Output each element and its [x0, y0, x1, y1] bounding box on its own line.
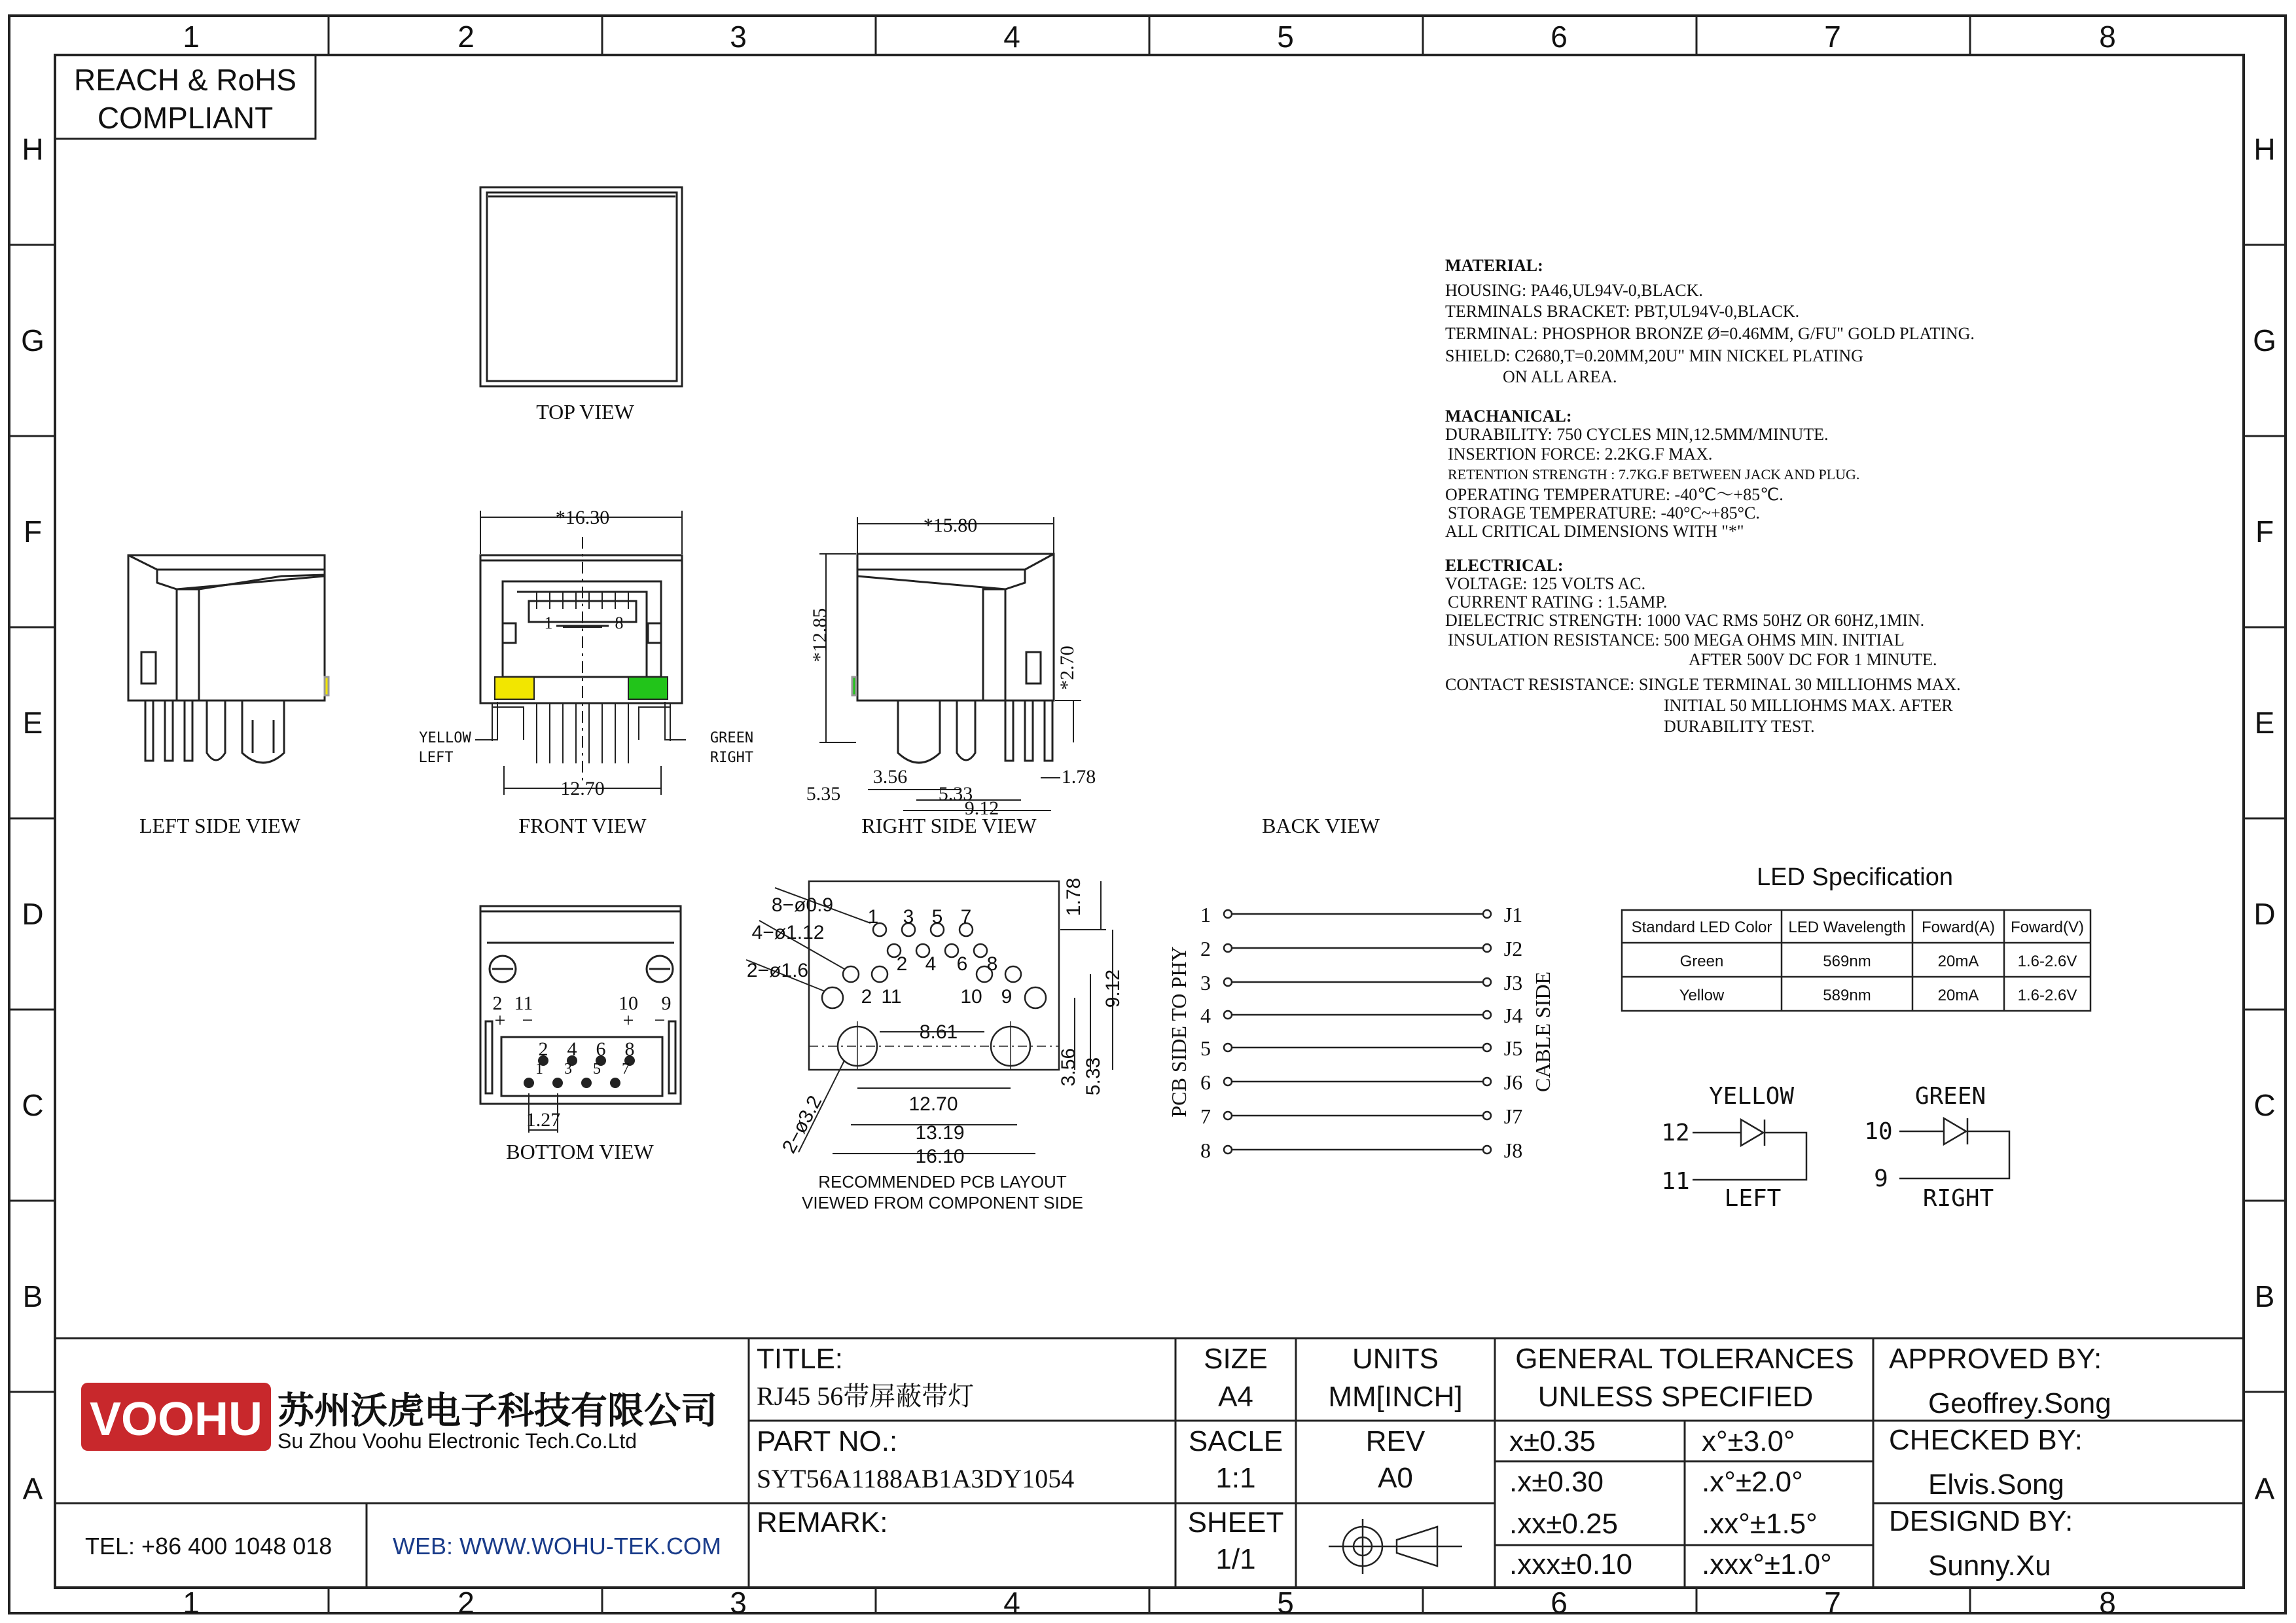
front-view-dims	[475, 511, 686, 795]
mechanical-line: INSERTION FORCE: 2.2KG.F MAX.	[1448, 445, 1713, 464]
projection-symbol-icon	[1329, 1519, 1462, 1574]
title-value: RJ45 56带屏蔽带灯	[757, 1381, 975, 1411]
pcb-n7: 7	[960, 906, 972, 928]
web-link[interactable]: WEB: WWW.WOHU-TEK.COM	[393, 1533, 721, 1559]
right-h2-dim: *2.70	[1056, 646, 1078, 690]
schematic-pin: 7	[1200, 1104, 1211, 1128]
pcb-hole1-label: 8−ø0.9	[771, 894, 834, 916]
bottom-minus1: −	[522, 1010, 533, 1031]
remark-label: REMARK:	[757, 1506, 888, 1539]
pcb-dim-533: 5.33	[1083, 1057, 1104, 1096]
mechanical-line: ALL CRITICAL DIMENSIONS WITH "*"	[1445, 522, 1744, 541]
led-spec-cell: 20mA	[1937, 987, 1979, 1004]
material-line: TERMINALS BRACKET: PBT,UL94V-0,BLACK.	[1445, 302, 1800, 321]
pcb-n1: 1	[867, 906, 879, 928]
pcb-n4: 4	[925, 953, 937, 975]
led-spec-header: Foward(A)	[1921, 919, 1996, 936]
led-spec-cell: 1.6-2.6V	[2017, 987, 2077, 1004]
bottom-pin10: 10	[619, 993, 638, 1014]
led-spec-title: LED Specification	[1757, 864, 1953, 891]
tolerance-angular: x°±3.0°	[1702, 1425, 1795, 1457]
schematic-jack: J2	[1503, 937, 1523, 960]
schematic-right-label: CABLE SIDE	[1531, 972, 1554, 1092]
right-d4-dim: 5.33	[938, 783, 973, 805]
compliance-line1: REACH & RoHS	[74, 63, 296, 97]
pcb-a9: 9	[1001, 986, 1013, 1008]
schematic-left-label: PCB SIDE TO PHY	[1167, 946, 1191, 1118]
row-label-left: G	[21, 323, 45, 357]
right-d5-dim: 9.12	[964, 797, 999, 819]
scale-value: 1:1	[1215, 1462, 1256, 1494]
bottom-plus1: +	[494, 1010, 506, 1031]
title-label: TITLE:	[757, 1343, 844, 1375]
led-spec-header: Standard LED Color	[1631, 919, 1772, 936]
bottom-n3: 3	[564, 1061, 572, 1078]
bottom-n5: 5	[593, 1061, 601, 1078]
mechanical-heading: MACHANICAL:	[1445, 407, 1572, 426]
bottom-view-labels	[493, 993, 672, 1131]
row-label-left: B	[22, 1279, 43, 1313]
approved-label: APPROVED BY:	[1889, 1343, 2102, 1375]
front-view-label: FRONT VIEW	[518, 814, 647, 837]
front-pin-span-dim: 12.70	[560, 778, 605, 799]
designed-label: DESIGND BY:	[1889, 1505, 2073, 1537]
led-spec-cells	[1632, 919, 2084, 1004]
led-spec-cell: 589nm	[1823, 987, 1871, 1004]
row-label-right: B	[2254, 1279, 2275, 1313]
bottom-n7: 7	[622, 1061, 630, 1078]
schematic-pin: 3	[1200, 971, 1211, 994]
spec-notes	[1445, 256, 1975, 736]
col-label-top: 2	[457, 20, 475, 54]
pcb-n6: 6	[956, 953, 968, 975]
connection-schematic	[1224, 910, 1491, 1154]
units-label: UNITS	[1352, 1343, 1439, 1375]
pcb-dim-861: 8.61	[919, 1021, 958, 1043]
mechanical-line: OPERATING TEMPERATURE: -40℃～+85℃.	[1445, 485, 1784, 504]
row-label-left: E	[22, 706, 43, 740]
schematic-jack: J5	[1503, 1036, 1523, 1060]
bottom-pin11: 11	[514, 993, 533, 1014]
row-label-right: C	[2253, 1088, 2276, 1122]
col-label-bottom: 2	[457, 1586, 475, 1620]
electrical-line: VOLTAGE: 125 VOLTS AC.	[1445, 574, 1646, 593]
sheet-label: SHEET	[1187, 1506, 1284, 1539]
electrical-line: AFTER 500V DC FOR 1 MINUTE.	[1689, 650, 1937, 669]
bottom-n6: 6	[596, 1038, 606, 1060]
part-value: SYT56A1188AB1A3DY1054	[757, 1464, 1075, 1493]
led-green-top-pin: 10	[1864, 1118, 1893, 1145]
schematic-jack: J8	[1503, 1139, 1523, 1162]
row-label-right: E	[2254, 706, 2275, 740]
approved-name: Geoffrey.Song	[1928, 1387, 2111, 1419]
tolerance-angular: .xx°±1.5°	[1702, 1508, 1818, 1540]
electrical-heading: ELECTRICAL:	[1445, 556, 1564, 575]
pcb-caption1: RECOMMENDED PCB LAYOUT	[818, 1172, 1067, 1192]
bottom-n1: 1	[535, 1061, 543, 1078]
bottom-n2: 2	[538, 1038, 548, 1060]
logo-text: VOOHU	[89, 1393, 263, 1446]
top-view	[480, 187, 682, 386]
tolerance-angular: .x°±2.0°	[1702, 1466, 1803, 1498]
row-label-left: D	[22, 897, 44, 931]
led-spec-cell: Green	[1679, 953, 1724, 970]
led-yellow-top-pin: 12	[1661, 1120, 1690, 1146]
pcb-caption2: VIEWED FROM COMPONENT SIDE	[802, 1193, 1083, 1213]
compliance-line2: COMPLIANT	[97, 101, 274, 135]
electrical-line: INITIAL 50 MILLIOHMS MAX. AFTER	[1664, 696, 1953, 715]
bottom-pin9: 9	[661, 993, 672, 1014]
tolerance-linear: .xxx±0.10	[1509, 1548, 1633, 1580]
grid-labels	[21, 20, 2276, 1620]
checked-label: CHECKED BY:	[1889, 1424, 2083, 1456]
material-heading: MATERIAL:	[1445, 256, 1543, 275]
bottom-n4: 4	[567, 1038, 577, 1060]
led-diagram-labels	[1661, 1083, 1994, 1212]
company-name-cn: 苏州沃虎电子科技有限公司	[278, 1390, 717, 1431]
electrical-line: INSULATION RESISTANCE: 500 MEGA OHMS MIN. INITIAL	[1448, 630, 1905, 649]
pcb-dim-1610: 16.10	[915, 1146, 965, 1167]
front-yellow-led	[495, 677, 534, 699]
schematic-pin: 1	[1200, 903, 1211, 926]
led-spec-cell: 569nm	[1823, 953, 1871, 970]
title-block	[55, 1338, 2244, 1588]
right-width-dim: *15.80	[923, 515, 978, 536]
pcb-n2: 2	[896, 953, 908, 975]
left-side-view-label: LEFT SIDE VIEW	[139, 814, 300, 837]
bottom-view	[480, 906, 681, 1104]
pcb-hole3-label: 2−ø1.6	[746, 960, 809, 981]
material-line: HOUSING: PA46,UL94V-0,BLACK.	[1445, 281, 1703, 300]
front-pin1-label: 1	[544, 613, 553, 632]
row-label-left: F	[23, 515, 43, 549]
electrical-line: CURRENT RATING : 1.5AMP.	[1448, 593, 1668, 611]
size-label: SIZE	[1204, 1343, 1268, 1375]
left-side-view	[128, 555, 329, 763]
pcb-hole4-label: 2−ø3.2	[778, 1092, 827, 1157]
right-d3-dim: 5.35	[806, 783, 841, 805]
schematic-jack: J7	[1503, 1104, 1523, 1128]
material-line: TERMINAL: PHOSPHOR BRONZE Ø=0.46MM, G/FU" GOLD PLATING.	[1445, 324, 1975, 343]
row-label-right: A	[2254, 1472, 2275, 1506]
front-yellow-label: YELLOW	[419, 730, 471, 746]
col-label-top: 8	[2099, 20, 2116, 54]
tolerance-heading-1: GENERAL TOLERANCES	[1515, 1343, 1854, 1375]
compliance-box	[55, 55, 315, 139]
schematic-pin: 6	[1200, 1070, 1211, 1094]
schematic-jack: J6	[1503, 1070, 1523, 1094]
title-block-fields	[1188, 1343, 1854, 1575]
row-label-left: A	[22, 1472, 43, 1506]
pcb-layout-labels	[747, 878, 1124, 1213]
tolerance-linear: x±0.35	[1509, 1425, 1596, 1457]
approvals	[1889, 1343, 2111, 1582]
tolerance-angular: .xxx°±1.0°	[1702, 1548, 1832, 1580]
col-label-top: 6	[1551, 20, 1568, 54]
schematic-jack: J1	[1503, 903, 1523, 926]
front-right-label: RIGHT	[709, 750, 754, 766]
schematic-jack: J4	[1503, 1004, 1523, 1027]
rev-label: REV	[1365, 1425, 1426, 1457]
rev-value: A0	[1378, 1462, 1413, 1494]
tolerance-table	[1509, 1425, 1832, 1580]
top-view-label: TOP VIEW	[536, 400, 634, 424]
col-label-bottom: 8	[2099, 1586, 2116, 1620]
tolerance-linear: .xx±0.25	[1509, 1508, 1619, 1540]
bottom-plus2: +	[622, 1010, 634, 1031]
led-spec-header: Foward(V)	[2010, 919, 2085, 936]
right-d2-dim: 1.78	[1061, 766, 1096, 788]
row-label-right: H	[2253, 132, 2276, 166]
col-label-bottom: 6	[1551, 1586, 1568, 1620]
col-label-bottom: 7	[1824, 1586, 1841, 1620]
pcb-dim-1319: 13.19	[915, 1122, 965, 1144]
col-label-top: 7	[1824, 20, 1841, 54]
schematic-labels	[1167, 903, 1554, 1162]
mechanical-line: DURABILITY: 750 CYCLES MIN,12.5MM/MINUTE.	[1445, 425, 1829, 444]
sheet-value: 1/1	[1215, 1543, 1256, 1575]
schematic-pin: 8	[1200, 1139, 1211, 1162]
row-label-left: C	[22, 1088, 44, 1122]
mechanical-line: STORAGE TEMPERATURE: -40°C~+85°C.	[1448, 503, 1760, 522]
pcb-n3: 3	[903, 906, 914, 928]
led-diagram-green	[1899, 1118, 2009, 1178]
units-value: MM[INCH]	[1328, 1381, 1463, 1413]
back-view-label: BACK VIEW	[1262, 814, 1380, 837]
right-side-view-label: RIGHT SIDE VIEW	[861, 814, 1037, 837]
col-label-top: 5	[1277, 20, 1294, 54]
col-label-top: 1	[183, 20, 200, 54]
logo	[81, 1383, 271, 1451]
pcb-dim-912: 9.12	[1102, 969, 1124, 1008]
schematic-pin: 2	[1200, 937, 1211, 960]
col-label-top: 4	[1003, 20, 1020, 54]
col-label-bottom: 3	[730, 1586, 747, 1620]
tolerance-heading-2: UNLESS SPECIFIED	[1537, 1381, 1814, 1413]
led-spec-cell: 1.6-2.6V	[2017, 953, 2077, 970]
led-green-side: RIGHT	[1922, 1185, 1994, 1212]
bottom-minus2: −	[654, 1010, 666, 1031]
schematic-jack: J3	[1503, 971, 1523, 994]
pcb-hole2-label: 4−ø1.12	[751, 922, 825, 943]
material-line: ON ALL AREA.	[1503, 367, 1617, 386]
right-height-dim: *12.85	[809, 608, 831, 663]
pcb-n5: 5	[931, 906, 943, 928]
row-label-left: H	[22, 132, 44, 166]
front-view-pins	[492, 537, 670, 786]
pcb-n8: 8	[986, 953, 998, 975]
front-pin8-label: 8	[615, 613, 624, 632]
bottom-pitch-dim: 1.27	[526, 1109, 561, 1131]
led-green-title: GREEN	[1914, 1083, 1986, 1110]
col-label-bottom: 5	[1277, 1586, 1294, 1620]
row-label-right: F	[2255, 515, 2274, 549]
led-yellow-side: LEFT	[1724, 1185, 1782, 1212]
led-diagram-yellow	[1693, 1120, 1806, 1180]
row-label-right: D	[2253, 897, 2276, 931]
front-green-label: GREEN	[709, 730, 754, 746]
col-label-bottom: 4	[1003, 1586, 1020, 1620]
right-side-view	[852, 554, 1054, 763]
bottom-view-label: BOTTOM VIEW	[506, 1140, 654, 1163]
bottom-n8: 8	[624, 1038, 635, 1060]
led-green-bot-pin: 9	[1874, 1165, 1888, 1192]
right-d1-dim: 3.56	[872, 766, 908, 788]
pcb-dim-1270: 12.70	[908, 1093, 958, 1115]
scale-label: SACLE	[1188, 1425, 1283, 1457]
material-line: SHIELD: C2680,T=0.20MM,20U" MIN NICKEL PLATING	[1445, 346, 1863, 365]
led-spec-cell: 20mA	[1937, 953, 1979, 970]
pcb-dim-178: 1.78	[1063, 877, 1085, 917]
pcb-a2: 2	[861, 986, 872, 1008]
tel: TEL: +86 400 1048 018	[85, 1533, 332, 1559]
schematic-pin: 5	[1200, 1036, 1211, 1060]
electrical-line: DURABILITY TEST.	[1664, 717, 1815, 736]
led-spec-header: LED Wavelength	[1788, 919, 1906, 936]
pcb-a11: 11	[881, 986, 902, 1008]
col-label-bottom: 1	[183, 1586, 200, 1620]
part-label: PART NO.:	[757, 1425, 898, 1457]
col-label-top: 3	[730, 20, 747, 54]
bottom-pin2: 2	[492, 993, 503, 1014]
front-left-label: LEFT	[418, 750, 454, 766]
checked-name: Elvis.Song	[1928, 1468, 2064, 1501]
tolerance-linear: .x±0.30	[1509, 1466, 1604, 1498]
company-name-en: Su Zhou Voohu Electronic Tech.Co.Ltd	[278, 1429, 637, 1453]
led-yellow-title: YELLOW	[1708, 1083, 1795, 1110]
led-yellow-bot-pin: 11	[1661, 1168, 1690, 1195]
electrical-line: CONTACT RESISTANCE: SINGLE TERMINAL 30 MILLIOHMS MAX.	[1445, 675, 1961, 694]
pcb-a10: 10	[960, 986, 982, 1008]
mechanical-line: RETENTION STRENGTH : 7.7KG.F BETWEEN JACK AND PLUG.	[1448, 466, 1860, 483]
size-value: A4	[1218, 1381, 1253, 1413]
front-width-dim: *16.30	[555, 507, 610, 528]
led-spec-cell: Yellow	[1679, 987, 1725, 1004]
designed-name: Sunny.Xu	[1928, 1550, 2051, 1582]
row-label-right: G	[2253, 323, 2276, 357]
pcb-dim-356: 3.56	[1058, 1048, 1079, 1087]
schematic-pin: 4	[1200, 1004, 1211, 1027]
electrical-line: DIELECTRIC STRENGTH: 1000 VAC RMS 50HZ OR 60HZ,1MIN.	[1445, 611, 1925, 630]
front-green-led	[628, 677, 668, 699]
